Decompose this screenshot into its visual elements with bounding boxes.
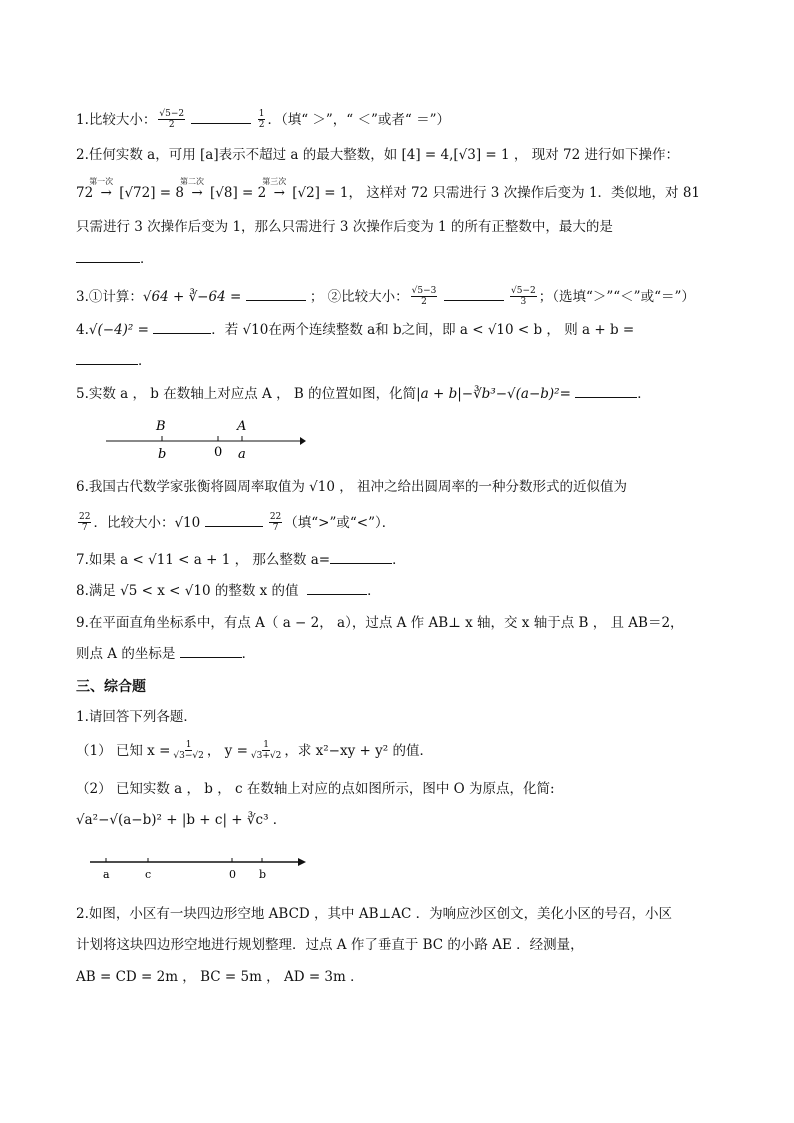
question-2-line-4: ． (76, 250, 154, 268)
question-2-line-3: 只需进行 3 次操作后变为 1，那么只需进行 3 次操作后变为 1 的所有正整数中，最大的是 (76, 219, 613, 235)
comprehensive-1-title: 1.请回答下列各题． (76, 709, 197, 725)
answer-blank[interactable] (153, 321, 211, 334)
question-2-sequence: 72 第一次 → [√72] = 8 第二次 → [√8] = 2 第三次 → [√2] = 1， 这样对 72 只需进行 3 次操作后变为 1．类似地，对 81 (76, 177, 701, 201)
fraction: $\frac{√5-2}{2}$ (159, 109, 185, 130)
question-6-line-2: $\frac{22}{7}$ ．比较大小：√10 $\frac{22}{7}$ （填“>”或“<”）． (79, 512, 396, 533)
answer-blank[interactable] (575, 385, 637, 398)
number-line-figure-1 (100, 414, 320, 464)
section-heading: 三、综合题 (76, 679, 146, 695)
fraction: $\frac{22}{7}$ (269, 512, 282, 533)
answer-blank[interactable] (444, 288, 504, 301)
question-4: 4.√(−4)² = ．若 √10在两个连续整数 a和 b之间，即 a < √10 < b ， 则 a + b = (76, 322, 635, 338)
arrow-icon: 第三次 → (262, 177, 287, 201)
answer-blank[interactable] (180, 645, 242, 658)
label-B: B (156, 419, 166, 434)
answer-blank[interactable] (205, 514, 263, 527)
arrow-icon: 第二次 → (180, 177, 204, 201)
fraction: $\frac{1}{√3+√2}$ (250, 740, 282, 761)
fraction: $\frac{√5-3}{2}$ (411, 286, 437, 307)
fraction: $\frac{1}{2}$ (258, 109, 265, 130)
label-a: a (103, 868, 110, 881)
comprehensive-2-line-3: AB = CD = 2m ， BC = 5m ， AD = 3m ． (76, 969, 364, 985)
fraction: $\frac{1}{√3-√2}$ (173, 740, 204, 761)
question-4-answer: ． (76, 352, 152, 370)
question-7: 7.如果 a < √11 < a + 1 ， 那么整数 a= ． (76, 552, 406, 568)
number-line-figure-2 (86, 850, 326, 890)
fraction: $\frac{√5-2}{3}$ (510, 286, 536, 307)
question-3: 3.①计算：√64 + ∛−64 = ； ②比较大小： $\frac{√5-3}{2}$ $\frac{√5-2}{3}$ ；（选填“＞”“＜”或“＝”） (76, 286, 695, 307)
comprehensive-1-expression: √a²−√(a−b)² + |b + c| + ∛c³ ． (76, 812, 287, 828)
label-a: a (238, 447, 246, 462)
answer-blank[interactable] (76, 352, 138, 365)
answer-blank[interactable] (307, 582, 367, 595)
label-A: A (237, 419, 247, 434)
question-6-line-1: 6.我国古代数学家张衡将圆周率取值为 √10 ， 祖冲之给出圆周率的一种分数形式的近似值为 (76, 479, 628, 495)
arrow-icon (298, 858, 306, 866)
question-5: 5.实数 a ， b 在数轴上对应点 A ， B 的位置如图，化简|a + b|−∛b³−√(a−b)²= ． (76, 386, 651, 402)
answer-blank[interactable] (76, 250, 140, 263)
question-8: 8.满足 √5 < x < √10 的整数 x 的值 ． (76, 583, 381, 599)
answer-blank[interactable] (246, 288, 306, 301)
label-b: b (158, 447, 167, 462)
answer-blank[interactable] (330, 551, 392, 564)
comprehensive-1-part-2: （2） 已知实数 a ， b ， c 在数轴上对应的点如图所示，图中 O 为原点，化简: (76, 781, 555, 797)
comprehensive-2-line-1: 2.如图，小区有一块四边形空地 ABCD ，其中 AB⊥AC ．为响应沙区创文，美化小区的号召，小区 (76, 906, 673, 922)
question-2-line-1: 2.任何实数 a，可用 [a]表示不超过 a 的最大整数，如 [4] = 4,[√3] = 1 ， 现对 72 进行如下操作： (76, 147, 679, 163)
label-c: c (145, 868, 152, 881)
label-0: 0 (229, 868, 236, 881)
comprehensive-2-line-2: 计划将这块四边形空地进行规划整理．过点 A 作了垂直于 BC 的小路 AE ．经测量， (76, 937, 584, 953)
arrow-icon: 第一次 → (89, 177, 114, 201)
label-0: 0 (214, 445, 223, 460)
answer-blank[interactable] (191, 111, 251, 124)
question-9-line-1: 9.在平面直角坐标系中，有点 A（ a − 2， a），过点 A 作 AB⊥ x 轴，交 x 轴于点 B ， 且 AB＝2， (76, 615, 684, 631)
fraction: $\frac{22}{7}$ (79, 512, 91, 533)
comprehensive-1-part-1: （1） 已知 x = $\frac{1}{√3-√2}$ ， y = $\frac{1}{√3+√2}$ ，求 x²−xy + y² 的值． (76, 740, 433, 761)
question-1: 1.比较大小： $\frac{√5-2}{2}$ $\frac{1}{2}$ ．（填“ ＞”，“ ＜”或者“ ＝”） (76, 109, 450, 130)
question-9-line-2: 则点 A 的坐标是 ． (76, 646, 256, 662)
arrow-icon (300, 437, 306, 445)
label-b: b (259, 868, 267, 881)
